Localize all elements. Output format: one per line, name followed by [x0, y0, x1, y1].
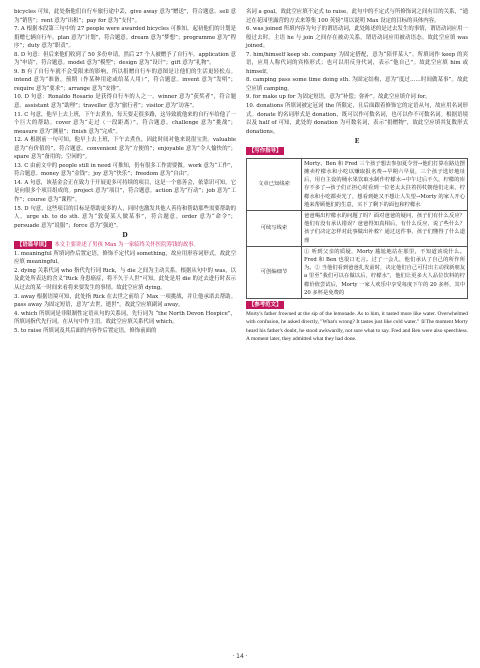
writing-guide-badge: 【写作指导】 — [246, 147, 284, 155]
answer-paragraph: 4. which 所填词是非限制性定语从句的关系词，先行词为 “the North Devon Hospice”，所填词指代先行词，在从句中作主语。故此空应填关系代词 which。 — [14, 310, 236, 326]
row-key: 可续写线索 — [247, 210, 302, 246]
guide-badge: 【语篇导读】 — [14, 241, 52, 249]
answer-paragraph: bicycles 可知，此处指他们自行车旅行途中丢，give away 意为“赠送”，符合题意。sell 意为“销售”；rent 意为“出租”；pay for 意为“支付”。 — [14, 9, 236, 24]
reference-essay-badge: 【参考范文】 — [246, 301, 284, 309]
answer-paragraph: 9. B 有了自行车就不会受限来的影响，所以捐赠自行车的意图是让他们的生活更轻松点。intend 意为“准备，预期（作某种用途或给某人用）”，符合题意。invent 意为“发明”；require 意为“要求”；arrange 意为“安排”。 — [14, 68, 236, 92]
table-row — [247, 210, 468, 246]
answer-paragraph: 10. D 句意：Ronaldo Rosario 是获得自行车的人之一。winner 意为“获奖者”，符合题意。assistant 意为“助理”；traveller 意为“旅行者”；visitor 意为“访客”。 — [14, 94, 236, 110]
answer-paragraph: 12. A 根据前一句可知，他早上去上班，下午去煮鱼，因此时间对他来说很宝贵。valuable 意为“有价值的”，符合题意。convenient 意为“方便的”；enjoyable 意为“令人愉快的”；spare 意为“备用的；空闲的”。 — [14, 137, 236, 161]
row-key: 可创编细节 — [247, 246, 302, 298]
answer-paragraph: 7. him/himself keep sb. company 为固定搭配，意为“陪伴某人”。所填词作 keep 的宾语，应用人称代词的宾格形式；也可以用反身代词，表示“他自己”。故此空应填 him 或 himself。 — [246, 51, 468, 75]
model-essay: Morty's father frowned at the sip of the lemonade. As to him, it tasted more like water. Overwhelmed with confusion, he asked directly, "What's wrong? It tastes just like cold water." ①The moment Morty heard his father's doubt, he stood awkwardly, not sure what to say. Fred and Ben were also speechless. A moment later, they admitted what they had done. — [246, 310, 468, 343]
writing-guide-table — [246, 158, 468, 299]
answer-paragraph: 3. away 根据语境可知，此处指 Rick 在去世之前给了 Max 一项挑战，并让他承诺去帮助。pass away 为固定短语，意为“去世，逝世”。故此空应填副词 away。 — [14, 293, 236, 309]
answer-paragraph: 8. D 句意：但后来他们收到了 50 多份申请，然后 27 个人被赠予了自行车。application 意为“申请”，符合题意。model 意为“模型”；design 意为“设计”；gift 意为“礼物”。 — [14, 51, 236, 67]
section-e-heading: E — [354, 138, 360, 146]
answer-paragraph: 7. A 根据本段第三句中的 27 people were awarded bicycles 可推知，起初他们的计划是捐赠七辆自行车。plan 意为“计划”，符合题意。dream 意为“梦想”；programme 意为“程序”；duty 意为“职责”。 — [14, 26, 236, 50]
answer-paragraph: 14. A 句意，该基金会正在致力于开展更多可持续的项目，这是一个慈善会，依靠识可知，它是向很多个项目组成的。project 意为“项目”，符合题意。action 意为“行动”；job 意为“工作”；course 意为“课程”。 — [14, 179, 236, 204]
answer-paragraph: 2. dying 关系代词 who 指代先行词 Rick，与 die 之间为主动关系。根据从句中的 was，以及此处所表达的含义“Rick 身患癌症，将不久于人世”可知，此处是用 die 的过去进行时表示从过去的某一时间来看将来要发生的事情。故此空应填 dying。 — [14, 267, 236, 291]
answer-paragraph: 13. C 由前文中的 people still in need 可推知，仍有很多工作需要做。work 意为“工作”，符合题意。money 意为“金钱”；joy 意为“快乐”；freedom 意为“自由”。 — [14, 162, 236, 178]
table-row — [247, 158, 468, 210]
answer-paragraph: 名词 a goal，故此空应填不定式 to raise。此句中的不定式与所修饰词之间有目的关系，“通过在花园里露营的方式来筹集 100 英镑”用以说明 Max 设定的目标的具体内容。 — [246, 9, 468, 24]
answer-paragraph: 5. to raise 所填词及其后面的内容作后置定语，修饰前面的 — [14, 327, 157, 334]
row-key: 文章已知线索 — [247, 158, 302, 210]
row-value: Morty、Ben 和 Fred 三个孩子想去参加夏令营→他们打算在路边摆摊卖柠檬水和小吃以赚取报名费→早期六早晨，三个孩子选好地址后，用自主设的桶水果饮取水制作柠檬水→中午过后不久，柠檬的库存不多了→孩子们正担心时看到一位老太太拄着拐杖朝他们走来，柠檬水和小吃都卖光了，想看到她又不想让人失望→Morty 的家人开心地来帮顾他们的生意，买下了剩下的面包和柠檬水 — [302, 158, 468, 210]
section-d-heading: D — [122, 232, 128, 240]
answer-paragraph: 10. donations 所填词被定冠词 the 所限定，且后面跟着修饰它的定语从句，故应用名词形式。donate 的名词形式是 donation，既可以作可数名词，也可以作不可数名词。根据语境以及 half of 可知，此处的 donation 为可数名词，表示“捐赠物”，故此空应填其复数形式 donations。 — [246, 103, 468, 135]
answer-paragraph: 15. D 句意，这些项目的目标是帮助更多的人，同时也激发其他人善待和帮助那些需要帮助的人。urge sb. to do sth. 意为“敦促某人做某事”，符合题意。order 意为“命令”；persuade 意为“说服”；force 意为“强迫”。 — [14, 205, 236, 229]
left-column — [14, 8, 236, 335]
answer-paragraph: 9. for make up for 为固定短语，意为“补偿；弥补”。故此空应填介词 for。 — [246, 94, 431, 101]
row-value: 爸爸喝出柠檬水的问题了吗？面对爸爸的疑问，孩子们有什么反应？他们有没有承认错误？爸爸得知真相后，有什么反应，说了些什么？孩子们决定怎样对此事做出补救？通过这件事，孩子们懂得了什么道理 — [302, 210, 468, 246]
document-page — [14, 8, 468, 648]
answer-paragraph: 6. was joined 所填内容为句子的谓语动词，此处陈述的是过去发生的事情，谓语动词应用一般过去时。主语 he 与 join 之间存在被动关系，谓语动词应用被动语态。故此空应填 was joined。 — [246, 26, 468, 50]
answer-paragraph: 1. meaningful 所填词作后置定语，修饰不定代词 something，故应用形容词形式。故此空应填 meaningful。 — [14, 250, 236, 266]
passage-guide-text: 本文主要讲述了男孩 Max 为一家临终关怀医院筹钱的故事。 — [54, 242, 199, 249]
row-value: ① 听到父亲的质疑，Morty 尴尬地站在那里，不知道该说什么。Fred 和 Ben 也很口无言。过了一会儿，他们承认了自己的所作所为。② 当他们看到爸爸扎发前时，决定他们自己可付出主动找新朋友 a 里至“我们可以在做以后，柠檬水”，他们让更多大人品位饮料的柠檬价值尝试后，Morty 一家人欢乐中享受每度下午的 20 多杯，其中 20 多杯是免费的 — [302, 246, 468, 298]
passage-guide — [14, 241, 236, 250]
answer-paragraph: 8. camping pass some time doing sth. 为固定结构，意为“度过……时间做某事”。故此空应填 camping。 — [246, 77, 468, 92]
answer-paragraph: 11. C 句意，他早上去上班，下午去煮鱼，每天要走很多路，这导致就他来的自行车给他了一个巨大的帮助。cover 意为“走过（一段距离）”，符合题意。challenge 意为“挑战”；measure 意为“测量”；finish 意为“完成”。 — [14, 111, 236, 135]
right-column — [246, 8, 468, 344]
page-number: · 14 · — [232, 653, 248, 660]
table-row — [247, 246, 468, 298]
